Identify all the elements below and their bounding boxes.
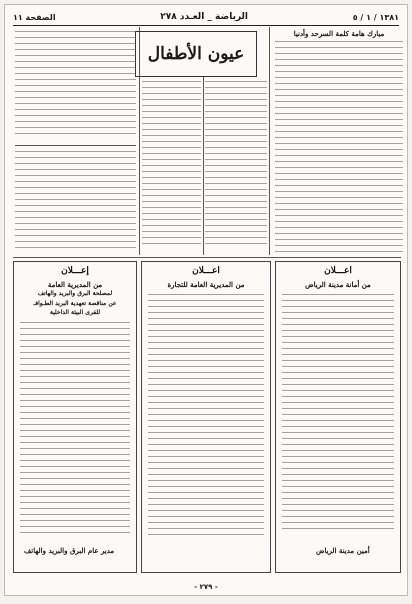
newspaper-page (4, 4, 408, 596)
header-issue: الرياضة _ العـدد ٢٧٨ (160, 12, 249, 22)
ad-box-right (275, 261, 401, 573)
ad-left-line-2: للقرى البيئة الداخلية (49, 309, 101, 316)
header-date: ١٣٨١ / ١ / ٥ (352, 12, 399, 22)
article-headline-right: مبارك هامة كلمة السرحد وأدنيا (293, 29, 385, 38)
ad-center-body (148, 294, 264, 544)
ad-left-subtitle: من المديرية العامة (47, 280, 103, 289)
ad-box-center (141, 261, 271, 573)
column-divider (269, 27, 270, 255)
ad-left-body (20, 322, 130, 542)
masthead: عيون الأطفال (135, 31, 257, 77)
ad-left-title: إعـــلان (61, 266, 89, 276)
article-body-center-right (205, 81, 267, 253)
article-body-left-bottom (15, 151, 136, 253)
ad-right-title: اعـــلان (324, 266, 352, 276)
section-divider (15, 145, 136, 146)
ad-left-signature: مدير عام البرق والبريد والهاتف (24, 546, 115, 555)
page-header (13, 9, 399, 25)
ad-box-left (13, 261, 137, 573)
header-rule (13, 25, 399, 26)
ad-left-subtitle-2: لمصلحة البرق والبريد والهاتف (37, 290, 113, 297)
ad-right-signature: أمين مدينة الرياض (316, 546, 370, 555)
column-divider (203, 77, 204, 255)
page-divider (13, 257, 401, 258)
ad-right-body (282, 294, 394, 534)
article-body-left-top (15, 31, 136, 141)
ad-center-title: اعـــلان (192, 266, 220, 276)
article-body-center-left (142, 81, 201, 253)
ad-left-line: عن مناقصة تعهدية البريد الطـوافـ (33, 300, 117, 307)
header-page: الصفحة ١١ (13, 12, 56, 22)
ad-right-subtitle: من أمانة مدينة الرياض (305, 280, 371, 289)
ad-center-subtitle: من المديرية العامة للتجارة (167, 280, 245, 289)
page-number: - ٢٧٩ - (194, 583, 218, 591)
article-body-right (275, 41, 403, 255)
